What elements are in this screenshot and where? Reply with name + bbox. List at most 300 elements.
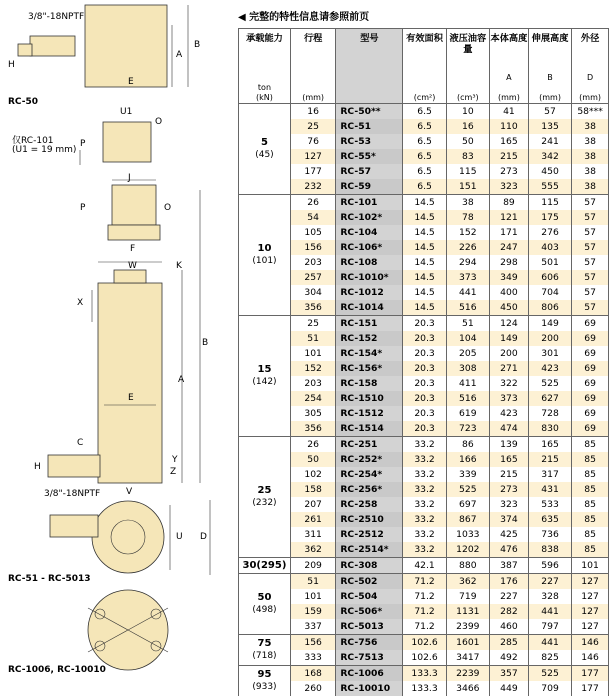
value-cell: 867 (446, 512, 489, 527)
value-cell: 25 (290, 119, 335, 134)
table-row (239, 452, 609, 467)
value-cell: 2399 (446, 619, 489, 635)
model-cell: RC-5013 (336, 619, 403, 635)
value-cell: 209 (290, 558, 335, 574)
value-cell: 146 (572, 650, 609, 666)
table-row (239, 164, 609, 179)
value-cell: 16 (446, 119, 489, 134)
value-cell: 33.2 (403, 527, 446, 542)
model-cell: RC-252* (336, 452, 403, 467)
value-cell: 516 (446, 300, 489, 316)
table-row (239, 331, 609, 346)
value-cell: 38 (572, 179, 609, 195)
value-cell: 723 (446, 421, 489, 437)
capacity-cell (239, 104, 291, 195)
column-header-unit1 (529, 83, 571, 93)
capacity-ton: 95 (239, 669, 290, 681)
value-cell: 1131 (446, 604, 489, 619)
table-row (239, 666, 609, 682)
value-cell: 301 (528, 346, 571, 361)
value-cell: 86 (446, 437, 489, 453)
rc101-note: 仅RC-101 (12, 133, 54, 146)
value-cell: 85 (572, 452, 609, 467)
value-cell: 33.2 (403, 482, 446, 497)
model-cell: RC-108 (336, 255, 403, 270)
table-row (239, 650, 609, 666)
column-header (239, 29, 291, 104)
value-cell: 403 (528, 240, 571, 255)
value-cell: 294 (446, 255, 489, 270)
model-cell: RC-10010 (336, 681, 403, 696)
dim-u: U (176, 532, 183, 542)
table-row (239, 210, 609, 225)
value-cell: 305 (290, 406, 335, 421)
value-cell: 83 (446, 149, 489, 164)
value-cell: 14.5 (403, 270, 446, 285)
dim-e2: E (128, 393, 134, 403)
value-cell: 133.3 (403, 666, 446, 682)
value-cell: 339 (446, 467, 489, 482)
value-cell: 2239 (446, 666, 489, 682)
value-cell: 362 (290, 542, 335, 558)
value-cell: 215 (489, 467, 528, 482)
value-cell: 139 (489, 437, 528, 453)
value-cell: 205 (446, 346, 489, 361)
value-cell: 166 (446, 452, 489, 467)
value-cell: 149 (528, 316, 571, 332)
rc50-label: RC-50 (8, 97, 38, 107)
model-cell: RC-53 (336, 134, 403, 149)
column-header-letter (447, 73, 489, 83)
dim-b2: B (202, 338, 208, 348)
value-cell: 38 (572, 134, 609, 149)
table-row (239, 270, 609, 285)
value-cell: 533 (528, 497, 571, 512)
value-cell: 825 (528, 650, 571, 666)
column-header-unit2 (336, 93, 402, 103)
value-cell: 323 (489, 179, 528, 195)
value-cell: 373 (489, 391, 528, 406)
value-cell: 207 (290, 497, 335, 512)
column-header-letter (291, 73, 335, 83)
value-cell: 57 (572, 225, 609, 240)
value-cell: 71.2 (403, 574, 446, 590)
capacity-ton: 50 (239, 592, 290, 604)
model-cell: RC-1512 (336, 406, 403, 421)
column-header-name: 伸展高度 (529, 29, 571, 73)
value-cell: 89 (489, 195, 528, 211)
value-cell: 227 (489, 589, 528, 604)
value-cell: 51 (446, 316, 489, 332)
table-row (239, 104, 609, 120)
value-cell: 308 (446, 361, 489, 376)
value-cell: 525 (528, 376, 571, 391)
value-cell: 85 (572, 527, 609, 542)
column-header-unit1 (291, 83, 335, 93)
model-cell: RC-50** (336, 104, 403, 120)
value-cell: 102.6 (403, 650, 446, 666)
model-cell: RC-51 (336, 119, 403, 134)
value-cell: 104 (446, 331, 489, 346)
value-cell: 69 (572, 376, 609, 391)
column-header (528, 29, 571, 104)
model-cell: RC-156* (336, 361, 403, 376)
column-header-name: 外径 (572, 29, 608, 73)
table-row (239, 406, 609, 421)
value-cell: 121 (489, 210, 528, 225)
column-header-name: 本体高度 (490, 29, 528, 73)
value-cell: 215 (489, 149, 528, 164)
column-header-unit2: (cm³) (447, 93, 489, 103)
value-cell: 254 (290, 391, 335, 406)
value-cell: 85 (572, 497, 609, 512)
model-cell: RC-7513 (336, 650, 403, 666)
capacity-cell (239, 316, 291, 437)
capacity-ton: 15 (239, 364, 290, 376)
value-cell: 101 (290, 589, 335, 604)
table-row (239, 149, 609, 164)
column-header-unit2: (mm) (572, 93, 608, 103)
value-cell: 276 (528, 225, 571, 240)
capacity-ton: 75 (239, 638, 290, 650)
value-cell: 450 (489, 300, 528, 316)
value-cell: 606 (528, 270, 571, 285)
value-cell: 50 (446, 134, 489, 149)
value-cell: 203 (290, 376, 335, 391)
value-cell: 323 (489, 497, 528, 512)
model-cell: RC-2512 (336, 527, 403, 542)
value-cell: 159 (290, 604, 335, 619)
value-cell: 58*** (572, 104, 609, 120)
value-cell: 165 (489, 134, 528, 149)
value-cell: 171 (489, 225, 528, 240)
value-cell: 38 (572, 164, 609, 179)
model-cell: RC-104 (336, 225, 403, 240)
value-cell: 146 (572, 635, 609, 651)
value-cell: 177 (290, 164, 335, 179)
table-row (239, 421, 609, 437)
rc51-port-label: 3/8"-18NPTF (44, 489, 100, 499)
dim-v: V (126, 487, 132, 497)
value-cell: 14.5 (403, 240, 446, 255)
value-cell: 257 (290, 270, 335, 285)
value-cell: 33.2 (403, 497, 446, 512)
value-cell: 149 (489, 331, 528, 346)
value-cell: 115 (528, 195, 571, 211)
table-row (239, 482, 609, 497)
value-cell: 168 (290, 666, 335, 682)
value-cell: 42.1 (403, 558, 446, 574)
table-row (239, 619, 609, 635)
model-cell: RC-504 (336, 589, 403, 604)
value-cell: 115 (446, 164, 489, 179)
value-cell: 177 (572, 666, 609, 682)
value-cell: 271 (489, 361, 528, 376)
value-cell: 85 (572, 542, 609, 558)
value-cell: 14.5 (403, 285, 446, 300)
value-cell: 709 (528, 681, 571, 696)
value-cell: 423 (489, 406, 528, 421)
value-cell: 200 (528, 331, 571, 346)
value-cell: 697 (446, 497, 489, 512)
value-cell: 69 (572, 406, 609, 421)
dim-x: X (77, 298, 83, 308)
model-cell: RC-502 (336, 574, 403, 590)
table-row (239, 681, 609, 696)
capacity-kn: (933) (239, 681, 290, 693)
model-cell: RC-506* (336, 604, 403, 619)
value-cell: 105 (290, 225, 335, 240)
value-cell: 425 (489, 527, 528, 542)
model-cell: RC-1014 (336, 300, 403, 316)
table-row (239, 558, 609, 574)
value-cell: 6.5 (403, 149, 446, 164)
value-cell: 50 (290, 452, 335, 467)
value-cell: 69 (572, 361, 609, 376)
value-cell: 38 (446, 195, 489, 211)
table-row (239, 361, 609, 376)
table-row (239, 119, 609, 134)
value-cell: 57 (572, 270, 609, 285)
column-header-unit2: (kN) (239, 93, 290, 103)
value-cell: 176 (489, 574, 528, 590)
value-cell: 6.5 (403, 119, 446, 134)
value-cell: 33.2 (403, 467, 446, 482)
dim-a2: A (178, 375, 184, 385)
value-cell: 20.3 (403, 346, 446, 361)
value-cell: 78 (446, 210, 489, 225)
value-cell: 476 (489, 542, 528, 558)
value-cell: 41 (489, 104, 528, 120)
value-cell: 449 (489, 681, 528, 696)
value-cell: 110 (489, 119, 528, 134)
value-cell: 127 (572, 574, 609, 590)
dim-f: F (130, 244, 135, 254)
table-row (239, 316, 609, 332)
value-cell: 232 (290, 179, 335, 195)
value-cell: 260 (290, 681, 335, 696)
table-row (239, 589, 609, 604)
value-cell: 203 (290, 255, 335, 270)
rc50-fitting (30, 36, 75, 56)
dim-p: P (80, 139, 85, 149)
table-row (239, 376, 609, 391)
capacity-cell (239, 574, 291, 635)
value-cell: 85 (572, 437, 609, 453)
model-cell: RC-152 (336, 331, 403, 346)
value-cell: 441 (528, 604, 571, 619)
column-header-unit2: (mm) (529, 93, 571, 103)
value-cell: 69 (572, 391, 609, 406)
value-cell: 71.2 (403, 604, 446, 619)
model-cell: RC-55* (336, 149, 403, 164)
value-cell: 6.5 (403, 164, 446, 179)
value-cell: 441 (446, 285, 489, 300)
value-cell: 311 (290, 527, 335, 542)
value-cell: 85 (572, 482, 609, 497)
value-cell: 14.5 (403, 225, 446, 240)
table-row (239, 346, 609, 361)
value-cell: 38 (572, 119, 609, 134)
capacity-ton: 10 (239, 243, 290, 255)
value-cell: 156 (290, 635, 335, 651)
column-header-letter (336, 73, 402, 83)
table-row (239, 195, 609, 211)
model-cell: RC-59 (336, 179, 403, 195)
value-cell: 57 (572, 255, 609, 270)
model-cell: RC-1012 (336, 285, 403, 300)
value-cell: 10 (446, 104, 489, 120)
value-cell: 69 (572, 331, 609, 346)
value-cell: 3417 (446, 650, 489, 666)
value-cell: 69 (572, 316, 609, 332)
value-cell: 25 (290, 316, 335, 332)
model-cell: RC-102* (336, 210, 403, 225)
capacity-ton: 5 (239, 137, 290, 149)
value-cell: 20.3 (403, 376, 446, 391)
table-row (239, 300, 609, 316)
value-cell: 6.5 (403, 104, 446, 120)
value-cell: 241 (528, 134, 571, 149)
dim-e: E (128, 77, 134, 87)
value-cell: 152 (446, 225, 489, 240)
dim-z: Z (170, 467, 176, 477)
value-cell: 14.5 (403, 210, 446, 225)
value-cell: 127 (572, 589, 609, 604)
capacity-cell (239, 437, 291, 558)
column-header (572, 29, 609, 104)
value-cell: 133.3 (403, 681, 446, 696)
capacity-cell (239, 635, 291, 666)
value-cell: 71.2 (403, 619, 446, 635)
column-header-letter (403, 73, 445, 83)
capacity-cell (239, 195, 291, 316)
table-row (239, 604, 609, 619)
value-cell: 627 (528, 391, 571, 406)
value-cell: 285 (489, 635, 528, 651)
value-cell: 830 (528, 421, 571, 437)
model-cell: RC-1514 (336, 421, 403, 437)
model-cell: RC-154* (336, 346, 403, 361)
table-row (239, 391, 609, 406)
value-cell: 333 (290, 650, 335, 666)
model-cell: RC-2510 (336, 512, 403, 527)
value-cell: 704 (528, 285, 571, 300)
dim-k: K (176, 261, 182, 271)
column-header-name: 有效面积 (403, 29, 445, 73)
capacity-ton: 25 (239, 485, 290, 497)
value-cell: 423 (528, 361, 571, 376)
dim-c: C (77, 438, 83, 448)
rc101-note-2: (U1 = 19 mm) (12, 145, 76, 155)
rc51-top-view (92, 501, 164, 573)
value-cell: 322 (489, 376, 528, 391)
column-header (489, 29, 528, 104)
value-cell: 227 (528, 574, 571, 590)
value-cell: 16 (290, 104, 335, 120)
value-cell: 460 (489, 619, 528, 635)
value-cell: 200 (489, 346, 528, 361)
value-cell: 356 (290, 300, 335, 316)
table-row (239, 255, 609, 270)
value-cell: 102 (290, 467, 335, 482)
model-cell: RC-101 (336, 195, 403, 211)
rc50-body (85, 5, 167, 87)
value-cell: 349 (489, 270, 528, 285)
value-cell: 127 (572, 619, 609, 635)
column-header-unit2: (mm) (291, 93, 335, 103)
value-cell: 38 (572, 149, 609, 164)
value-cell: 215 (528, 452, 571, 467)
value-cell: 387 (489, 558, 528, 574)
value-cell: 26 (290, 195, 335, 211)
value-cell: 226 (446, 240, 489, 255)
value-cell: 516 (446, 391, 489, 406)
value-cell: 71.2 (403, 589, 446, 604)
table-body (239, 104, 609, 696)
value-cell: 57 (572, 240, 609, 255)
value-cell: 337 (290, 619, 335, 635)
rc50-port-label: 3/8"-18NPTF (28, 12, 84, 22)
model-cell: RC-158 (336, 376, 403, 391)
value-cell: 101 (572, 558, 609, 574)
value-cell: 127 (572, 604, 609, 619)
dim-o2: O (164, 203, 171, 213)
column-header-unit2: (mm) (490, 93, 528, 103)
value-cell: 127 (290, 149, 335, 164)
cylinder-drawings (0, 0, 236, 677)
value-cell: 33.2 (403, 512, 446, 527)
dim-d: D (200, 532, 207, 542)
value-cell: 20.3 (403, 391, 446, 406)
value-cell: 165 (489, 452, 528, 467)
value-cell: 474 (489, 421, 528, 437)
value-cell: 1202 (446, 542, 489, 558)
dim-o: O (155, 117, 162, 127)
value-cell: 247 (489, 240, 528, 255)
value-cell: 317 (528, 467, 571, 482)
column-header-name: 液压油容量 (447, 29, 489, 73)
spec-table (238, 28, 609, 696)
dim-w: W (128, 261, 137, 271)
value-cell: 298 (489, 255, 528, 270)
value-cell: 492 (489, 650, 528, 666)
model-cell: RC-256* (336, 482, 403, 497)
value-cell: 273 (489, 164, 528, 179)
value-cell: 838 (528, 542, 571, 558)
column-header-unit1 (336, 83, 402, 93)
table-row (239, 512, 609, 527)
column-header-unit2: (cm²) (403, 93, 445, 103)
dim-h2: H (34, 462, 41, 472)
value-cell: 57 (572, 210, 609, 225)
table-row (239, 497, 609, 512)
table-row (239, 240, 609, 255)
table-row (239, 285, 609, 300)
table-row (239, 179, 609, 195)
dim-h: H (8, 60, 15, 70)
value-cell: 342 (528, 149, 571, 164)
capacity-kn: (718) (239, 650, 290, 662)
value-cell: 57 (572, 195, 609, 211)
value-cell: 880 (446, 558, 489, 574)
value-cell: 20.3 (403, 361, 446, 376)
value-cell: 51 (290, 331, 335, 346)
value-cell: 20.3 (403, 406, 446, 421)
value-cell: 14.5 (403, 300, 446, 316)
value-cell: 635 (528, 512, 571, 527)
table-row (239, 467, 609, 482)
